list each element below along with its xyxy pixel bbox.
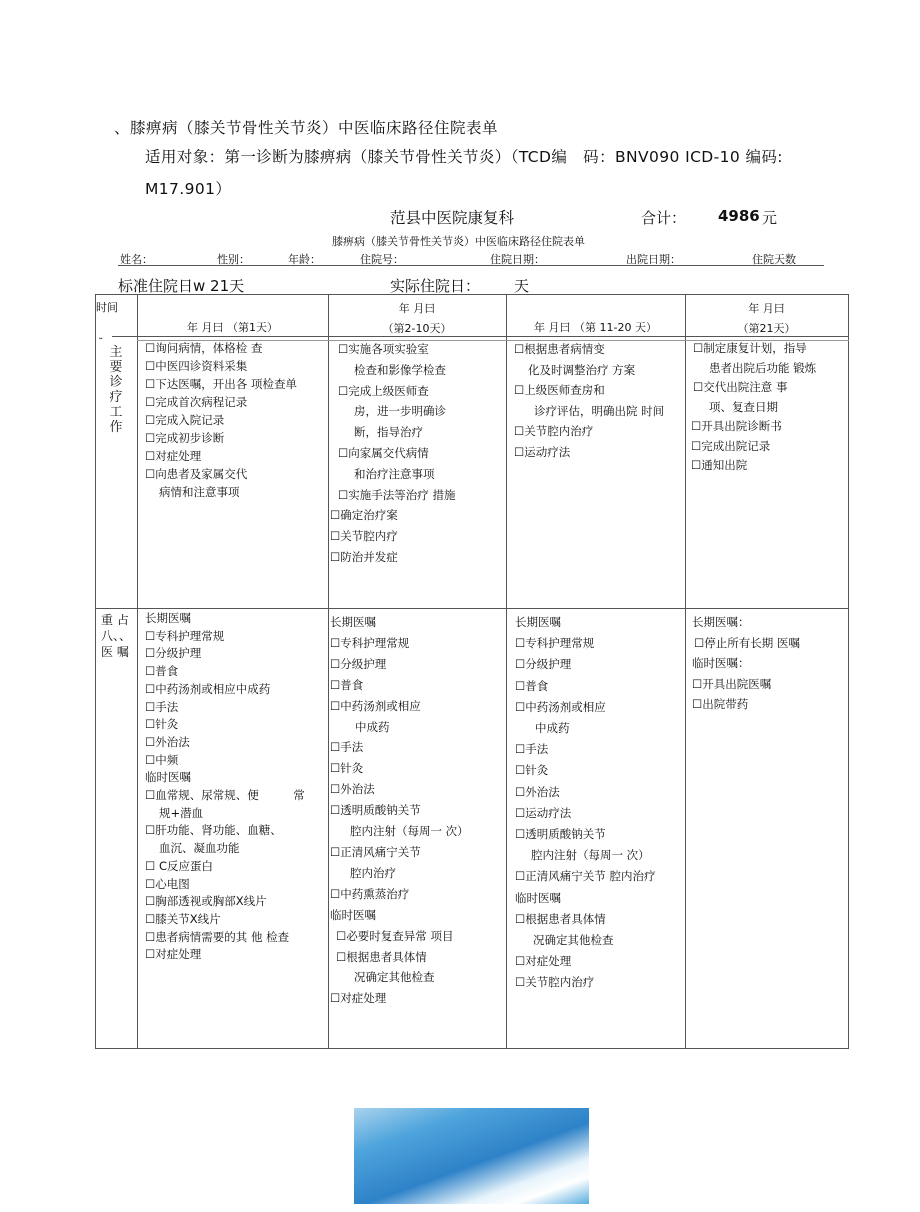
- checklist-item[interactable]: ☐专科护理常规: [330, 635, 410, 650]
- col1-date: 年 月曰 （第1天）: [187, 321, 278, 334]
- hospital-name: 范县中医院康复科: [390, 209, 515, 227]
- checklist-item[interactable]: ☐心电图: [145, 876, 190, 891]
- checklist-item[interactable]: ☐中医四诊资料采集: [145, 359, 248, 373]
- checklist-item-cont: 化及时调整治疗 方案: [528, 362, 636, 377]
- checklist-item[interactable]: ☐运动疗法: [515, 805, 572, 820]
- row1-col1-items: [145, 339, 297, 501]
- table-top-border: [95, 294, 849, 295]
- checklist-item[interactable]: ☐防治并发症: [330, 549, 398, 564]
- table-header-border: [137, 336, 849, 337]
- checklist-item-cont: 血沉、凝血功能: [159, 841, 240, 856]
- checklist-item[interactable]: ☐普食: [145, 664, 179, 679]
- row2-col2-items: [330, 612, 469, 1009]
- checklist-item[interactable]: ☐根据患者具体情: [336, 949, 427, 964]
- table-left-border: [95, 294, 96, 1048]
- checklist-item[interactable]: ☐中药汤剂或相应: [515, 699, 606, 714]
- row2-label-c: 医 嘱: [101, 645, 129, 659]
- col2-date: 年 月曰: [398, 302, 436, 315]
- checklist-item[interactable]: ☐手法: [145, 699, 179, 714]
- checklist-item-cont: 腔内治疗: [350, 865, 396, 880]
- checklist-item-cont: 断，指导治疗: [354, 425, 423, 440]
- info-discharge-date: 出院日期：: [626, 253, 681, 266]
- checklist-item[interactable]: ☐分级护理: [330, 656, 387, 671]
- checklist-item[interactable]: ☐中频: [145, 752, 179, 767]
- checklist-item[interactable]: ☐中药汤剂或相应中成药: [145, 681, 271, 696]
- form-subtitle: 膝痹病（膝关节骨性关节炎）中医临床路径住院表单: [332, 235, 585, 248]
- checklist-item-cont: 项、复查日期: [709, 399, 778, 414]
- checklist-item-cont: 房，进一步明确诊: [354, 404, 446, 419]
- scope-line-2: M17.901）: [145, 180, 232, 198]
- col2-day: （第2-10天）: [382, 322, 452, 335]
- checklist-item[interactable]: ☐专科护理常规: [515, 636, 595, 651]
- checklist-item[interactable]: ☐肝功能、肾功能、血糖、: [145, 823, 282, 838]
- total-label: 合计：: [641, 209, 687, 227]
- time-label: 时间: [96, 301, 118, 314]
- info-sex: 性别：: [217, 253, 250, 266]
- col-divider-2: [328, 294, 329, 1048]
- checklist-item[interactable]: ☐交代出院注意 事: [693, 380, 788, 394]
- checklist-item[interactable]: ☐询问病情，体格检 查: [145, 341, 263, 355]
- checklist-item[interactable]: ☐中药熏蒸治疗: [330, 886, 410, 901]
- info-admission-no: 住院号：: [360, 253, 404, 266]
- checklist-item[interactable]: ☐正清风痛宁关节: [330, 844, 421, 859]
- row2-col1-items: [145, 610, 305, 964]
- col-divider-1: [137, 294, 138, 1048]
- table-bottom-border: [95, 1048, 849, 1049]
- checklist-item[interactable]: ☐胸部透视或胸部X线片: [145, 894, 267, 909]
- row1-col3-items: [514, 339, 664, 462]
- row2-col4-items: [692, 612, 800, 715]
- checklist-item[interactable]: ☐下达医嘱，开出各 项检查单: [145, 377, 297, 391]
- checklist-item[interactable]: ☐手法: [515, 742, 549, 757]
- checklist-item[interactable]: ☐手法: [330, 740, 364, 755]
- checklist-item[interactable]: ☐分级护理: [515, 657, 572, 672]
- info-days: 住院天数: [752, 253, 796, 266]
- checklist-item-cont: 检查和影像学检查: [354, 362, 446, 377]
- checklist-item[interactable]: ☐实施各项实验室: [338, 342, 429, 356]
- col-divider-3: [506, 294, 507, 1048]
- row2-label-a: 重 占: [101, 613, 129, 627]
- checklist-item-cont: 规+潜血: [159, 805, 204, 820]
- checklist-item-cont: 中成药: [535, 721, 570, 736]
- checklist-item[interactable]: ☐中药汤剂或相应: [330, 698, 421, 713]
- checklist-item-cont: 腔内注射（每周一 次）: [531, 848, 650, 863]
- checklist-item[interactable]: ☐普食: [515, 678, 549, 693]
- col4-date: 年 月曰: [748, 302, 785, 315]
- row1-col2-items: [330, 339, 456, 568]
- checklist-item[interactable]: ☐关节腔内治疗: [514, 424, 594, 438]
- checklist-item[interactable]: ☐确定治疗案: [330, 508, 398, 523]
- checklist-item[interactable]: ☐关节腔内疗: [330, 529, 398, 544]
- standard-days: 标准住院日w 21天: [118, 277, 245, 295]
- checklist-item[interactable]: ☐上级医师查房和: [514, 383, 605, 397]
- checklist-item[interactable]: ☐完成首次病程记录: [145, 395, 248, 409]
- checklist-item[interactable]: ☐开具出院诊断书: [691, 419, 782, 433]
- form-title: 、膝痹病（膝关节骨性关节炎）中医临床路径住院表单: [114, 119, 499, 137]
- checklist-item[interactable]: ☐患者病情需要的其 他 检查: [145, 929, 290, 944]
- checklist-item[interactable]: ☐针灸: [515, 763, 549, 778]
- order-section-label: 临时医嘱: [515, 890, 561, 905]
- checklist-item-cont: 况确定其他检查: [354, 970, 435, 985]
- checklist-item[interactable]: ☐根据患者病情变: [514, 342, 605, 356]
- info-admission-date: 住院日期：: [490, 253, 545, 266]
- time-cell-underline: [112, 336, 137, 337]
- checklist-item[interactable]: ☐外治法: [145, 734, 190, 749]
- row2-col3-items: [515, 612, 655, 994]
- checklist-item[interactable]: ☐对症处理: [515, 954, 572, 969]
- checklist-item[interactable]: ☐膝关节X线片: [145, 911, 221, 926]
- decorative-blue-image: [354, 1108, 589, 1204]
- checklist-item[interactable]: ☐正清风痛宁关节 腔内治疗: [515, 869, 656, 884]
- order-section-label: 临时医嘱: [145, 770, 191, 785]
- checklist-item[interactable]: ☐向患者及家属交代: [145, 467, 248, 481]
- checklist-item[interactable]: ☐必要时复查异常 项目: [336, 928, 454, 943]
- checklist-item[interactable]: ☐ C反应蛋白: [145, 858, 213, 873]
- checklist-item[interactable]: ☐针灸: [145, 717, 179, 732]
- checklist-item-cont: 况确定其他检查: [533, 933, 614, 948]
- checklist-item[interactable]: ☐外治法: [515, 784, 560, 799]
- row2-label-b: 八、、: [101, 629, 132, 643]
- checklist-item-cont: 诊疗评估，明确出院 时间: [534, 403, 665, 418]
- order-section-label: 长期医嘱: [330, 615, 376, 629]
- table-right-border: [848, 294, 849, 1048]
- actual-days-label: 实际住院日：: [390, 277, 481, 295]
- checklist-item[interactable]: ☐针灸: [330, 761, 364, 776]
- total-unit: 元: [762, 209, 778, 227]
- checklist-item[interactable]: ☐关节腔内治疗: [515, 975, 595, 990]
- col3-date: 年 月曰 （第 11-20 天）: [534, 321, 657, 334]
- checklist-item[interactable]: ☐完成初步诊断: [145, 431, 225, 445]
- order-section-label: 长期医嘱: [515, 615, 561, 629]
- scope-line-1: 适用对象：第一诊断为膝痹病（膝关节骨性关节炎）（TCD编 码：BNV090 ICD-10 编码:: [145, 148, 783, 166]
- checklist-item[interactable]: ☐对症处理: [330, 991, 387, 1006]
- checklist-item[interactable]: ☐开具出院医嘱: [692, 676, 772, 691]
- checklist-item[interactable]: ☐运动疗法: [514, 444, 571, 459]
- checklist-item[interactable]: ☐外治法: [330, 782, 375, 797]
- checklist-item[interactable]: ☐专科护理常规: [145, 628, 225, 643]
- info-underline: [118, 265, 824, 266]
- checklist-item[interactable]: ☐透明质酸钠关节: [330, 803, 421, 818]
- checklist-item[interactable]: ☐透明质酸钠关节: [515, 827, 606, 842]
- checklist-item[interactable]: ☐实施手法等治疗 措施: [338, 487, 456, 502]
- checklist-item[interactable]: ☐向家属交代病情: [338, 445, 429, 460]
- checklist-item[interactable]: ☐血常规、尿常规、便 常: [145, 788, 305, 803]
- checklist-item[interactable]: ☐停止所有长期 医嘱: [694, 635, 800, 650]
- actual-days-unit: 天: [514, 277, 530, 295]
- total-value: 4986: [718, 207, 760, 225]
- info-name: 姓名：: [120, 253, 153, 266]
- checklist-item-cont: 和治疗注意事项: [354, 466, 435, 481]
- checklist-item[interactable]: ☐通知出院: [691, 458, 748, 472]
- checklist-item[interactable]: ☐对症处理: [145, 449, 202, 463]
- checklist-item[interactable]: ☐完成入院记录: [145, 413, 225, 427]
- order-section-label: 长期医嘱: [145, 611, 191, 625]
- order-section-label: 长期医嘱：: [692, 615, 750, 629]
- order-section-label: 临时医嘱: [330, 907, 376, 922]
- checklist-item[interactable]: ☐普食: [330, 677, 364, 692]
- checklist-item-cont: 患者出院后功能 锻炼: [709, 360, 817, 375]
- info-age: 年龄：: [288, 253, 321, 266]
- checklist-item[interactable]: ☐制定康复计划，指导: [693, 341, 807, 355]
- checklist-item[interactable]: ☐对症处理: [145, 947, 202, 962]
- order-section-label: 临时医嘱：: [692, 656, 750, 670]
- row1-mark: ˘: [98, 336, 104, 349]
- col-divider-4: [685, 294, 686, 1048]
- checklist-item-cont: 中成药: [355, 719, 390, 734]
- checklist-item[interactable]: ☐出院带药: [692, 697, 749, 711]
- checklist-item[interactable]: ☐完成上级医师查: [338, 383, 429, 398]
- checklist-item[interactable]: ☐分级护理: [145, 646, 202, 661]
- checklist-item-cont: 病情和注意事项: [159, 485, 240, 499]
- col4-day: （第21天）: [737, 322, 796, 335]
- checklist-item[interactable]: ☐完成出院记录: [691, 438, 771, 453]
- checklist-item-cont: 腔内注射（每周一 次）: [350, 824, 469, 839]
- row1-label: 主要诊疗工作: [109, 345, 123, 435]
- table-row-border: [95, 608, 849, 609]
- checklist-item[interactable]: ☐根据患者具体情: [515, 911, 606, 926]
- row1-col4-items: [693, 339, 816, 476]
